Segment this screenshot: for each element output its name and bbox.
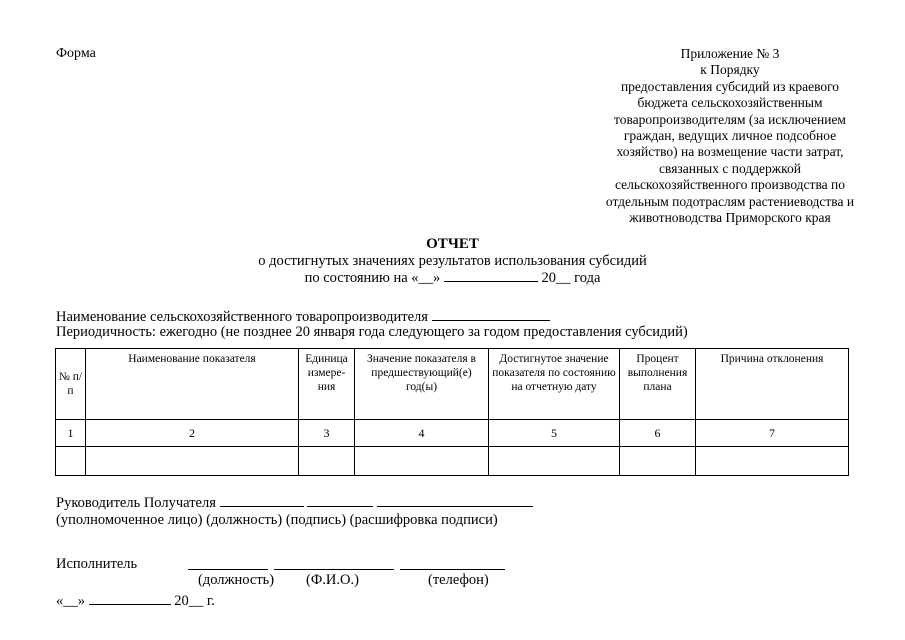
- report-title: ОТЧЕТ: [426, 236, 479, 252]
- org-name-blank[interactable]: [432, 308, 550, 321]
- appendix-line: животноводства Приморского края: [629, 210, 831, 226]
- header-cell-number: № п/п: [56, 349, 86, 420]
- executor-phone-caption: (телефон): [428, 572, 489, 588]
- report-date-blank[interactable]: [444, 269, 538, 282]
- empty-cell[interactable]: [355, 447, 489, 476]
- form-label: Форма: [56, 46, 96, 61]
- executor-position-caption: (должность): [198, 572, 275, 588]
- number-cell: 6: [620, 420, 696, 447]
- number-cell: 4: [355, 420, 489, 447]
- executor-phone-blank[interactable]: [400, 569, 505, 570]
- header-cell-deviation-reason: Причина отклонения: [696, 349, 849, 420]
- empty-cell[interactable]: [299, 447, 355, 476]
- signature-label: Руководитель Получателя: [56, 495, 216, 511]
- appendix-line: хозяйство) на возмещение части затрат,: [616, 144, 844, 160]
- appendix-line: сельскохозяйственного производства по: [614, 177, 845, 193]
- appendix-line: к Порядку: [700, 62, 760, 78]
- table-header-row: [56, 349, 849, 420]
- executor-fio-caption: (Ф.И.О.): [306, 572, 359, 588]
- executor-position-blank[interactable]: [188, 569, 268, 570]
- periodicity-line: Периодичность: ежегодно (не позднее 20 января года следующего за годом предоставления субсидий): [56, 324, 688, 340]
- appendix-line: связанных с поддержкой: [659, 160, 801, 176]
- header-cell-plan-percent: Процент выполнения плана: [620, 349, 696, 420]
- executor-fio-blank[interactable]: [274, 569, 394, 570]
- number-cell: 1: [56, 420, 86, 447]
- header-cell-unit: Единица измере-ния: [299, 349, 355, 420]
- number-cell: 2: [86, 420, 299, 447]
- signature-sign-blank[interactable]: [307, 494, 373, 507]
- empty-cell[interactable]: [489, 447, 620, 476]
- empty-cell[interactable]: [56, 447, 86, 476]
- header-cell-previous-value: Значение показателя в предшествующий(е) год(ы): [355, 349, 489, 420]
- date-line-suffix: 20__ г.: [170, 593, 215, 609]
- report-table: [55, 348, 849, 476]
- signature-caption: (уполномоченное лицо) (должность) (подпись) (расшифровка подписи): [56, 512, 498, 528]
- signature-position-blank[interactable]: [220, 494, 304, 507]
- appendix-line: отдельным подотраслям растениеводства и: [605, 193, 855, 209]
- report-date-prefix: по состоянию на «__»: [304, 270, 444, 286]
- report-subtitle: о достигнутых значениях результатов использования субсидий: [258, 252, 647, 269]
- number-cell: 3: [299, 420, 355, 447]
- appendix-header: [580, 46, 880, 226]
- signature-line: [56, 494, 533, 512]
- header-cell-indicator: Наименование показателя: [86, 349, 299, 420]
- report-date-year: 20__ года: [537, 270, 601, 286]
- date-line-prefix: «__»: [56, 593, 89, 609]
- empty-cell[interactable]: [696, 447, 849, 476]
- table-row: [56, 447, 849, 476]
- table-number-row: [56, 420, 849, 447]
- appendix-line: товаропроизводителям (за исключением: [614, 111, 846, 127]
- appendix-line: граждан, ведущих личное подсобное: [623, 128, 837, 144]
- header-cell-achieved-value: Достигнутое значение показателя по состоянию на отчетную дату: [489, 349, 620, 420]
- report-title-block: [0, 236, 905, 287]
- appendix-line: Приложение № 3: [680, 46, 780, 61]
- executor-label: Исполнитель: [56, 556, 138, 572]
- org-name-label: Наименование сельскохозяйственного товаропроизводителя: [56, 309, 428, 325]
- date-line-blank[interactable]: [89, 592, 171, 605]
- date-line: [56, 592, 215, 610]
- signature-name-blank[interactable]: [377, 494, 533, 507]
- number-cell: 5: [489, 420, 620, 447]
- report-date-line: [0, 269, 905, 287]
- empty-cell[interactable]: [620, 447, 696, 476]
- appendix-line: предоставления субсидий из краевого: [620, 78, 840, 94]
- number-cell: 7: [696, 420, 849, 447]
- empty-cell[interactable]: [86, 447, 299, 476]
- appendix-line: бюджета сельскохозяйственным: [637, 95, 823, 111]
